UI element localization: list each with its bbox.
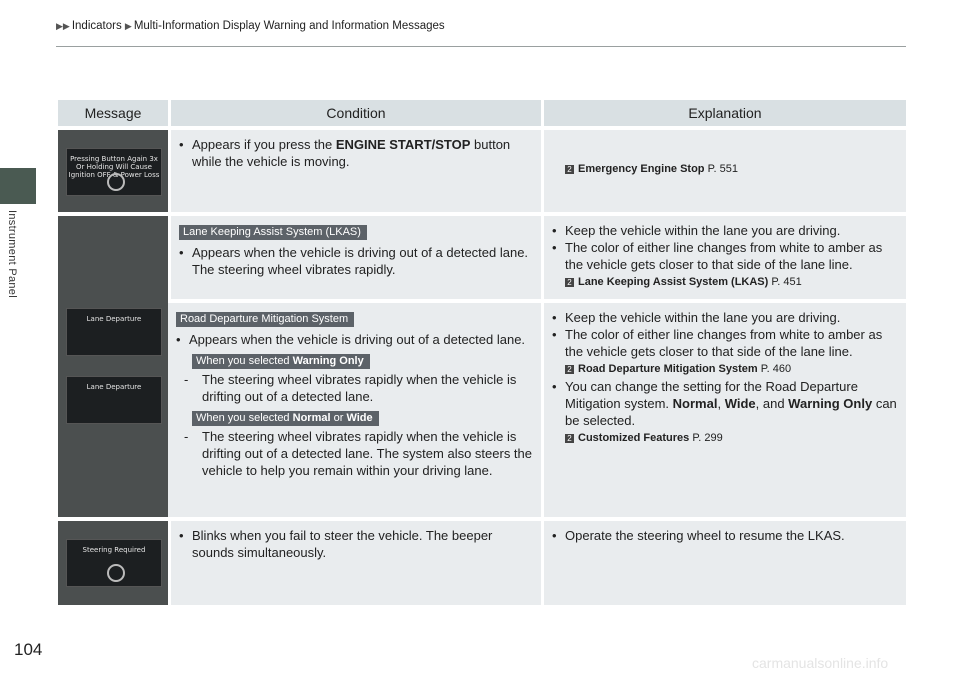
explanation-item: • Keep the vehicle within the lane you are driving. — [552, 222, 898, 239]
normal-wide-description: - The steering wheel vibrates rapidly when the vehicle is drifting out of a detected lane. The system also steers the vehicle to help you remain within your driving lane. — [184, 428, 535, 479]
page-reference[interactable]: 2 Emergency Engine Stop P. 551 — [552, 161, 898, 178]
page-number: 104 — [14, 640, 43, 659]
table-row — [58, 216, 906, 299]
table-row — [58, 521, 906, 605]
page-reference[interactable]: 2 Lane Keeping Assist System (LKAS) P. 451 — [552, 274, 898, 291]
warning-only-tag: When you selected Warning Only — [192, 354, 370, 369]
explanation-cell — [541, 130, 906, 212]
explanation-item: • You can change the setting for the Road Departure Mitigation system. Normal, Wide, and Warning Only can be selected. — [552, 378, 898, 429]
steering-wheel-icon — [107, 564, 125, 582]
lkas-tag: Lane Keeping Assist System (LKAS) — [179, 225, 367, 240]
breadcrumb-arrow-icon: ▶ — [124, 21, 132, 31]
message-image-cell — [58, 216, 168, 517]
table-row — [58, 130, 906, 212]
condition-cell — [168, 521, 541, 605]
header-message: Message — [58, 100, 168, 126]
engine-stop-screen — [66, 148, 162, 196]
breadcrumb-warning-messages[interactable]: Multi-Information Display Warning and Information Messages — [133, 20, 445, 32]
header-divider — [56, 46, 906, 47]
condition-item: • Blinks when you fail to steer the vehicle. The beeper sounds simultaneously. — [179, 527, 535, 561]
condition-cell — [168, 303, 541, 517]
condition-cell — [168, 216, 541, 299]
page-reference[interactable]: 2 Customized Features P. 299 — [552, 430, 898, 447]
lane-departure-text: Lane Departure — [86, 315, 142, 323]
explanation-item: • Keep the vehicle within the lane you are driving. — [552, 309, 898, 326]
header-condition: Condition — [168, 100, 541, 126]
normal-wide-tag: When you selected Normal or Wide — [192, 411, 379, 426]
explanation-cell — [541, 216, 906, 299]
rdm-tag: Road Departure Mitigation System — [176, 312, 354, 327]
warning-only-description: - The steering wheel vibrates rapidly when the vehicle is drifting out of a detected lane. — [184, 371, 535, 405]
breadcrumb — [56, 20, 445, 32]
section-tab — [0, 168, 36, 204]
lane-departure-text: Lane Departure — [86, 383, 142, 391]
message-image-cell — [58, 521, 168, 605]
side-label: Instrument Panel — [6, 210, 18, 298]
explanation-item: • Operate the steering wheel to resume the LKAS. — [552, 527, 898, 544]
breadcrumb-arrow-icon: ▶▶ — [56, 21, 70, 31]
reference-icon: 2 — [565, 165, 574, 174]
header-explanation: Explanation — [541, 100, 906, 126]
condition-cell — [168, 130, 541, 212]
page-reference[interactable]: 2 Road Departure Mitigation System P. 460 — [552, 361, 898, 378]
watermark: carmanualsonline.info — [752, 655, 889, 671]
table-header-row — [58, 100, 906, 126]
condition-item: • Appears when the vehicle is driving out of a detected lane. — [176, 331, 535, 348]
explanation-item: • The color of either line changes from white to amber as the vehicle gets closer to that side of the lane line. — [552, 326, 898, 360]
power-button-icon — [107, 173, 125, 191]
reference-icon: 2 — [565, 434, 574, 443]
message-image-cell — [58, 130, 168, 212]
steering-required-text: Steering Required — [82, 546, 146, 554]
condition-item: • Appears when the vehicle is driving out of a detected lane. The steering wheel vibrates rapidly. — [179, 244, 535, 278]
reference-icon: 2 — [565, 365, 574, 374]
explanation-cell — [541, 521, 906, 605]
condition-item: • Appears if you press the ENGINE START/STOP button while the vehicle is moving. — [179, 136, 535, 170]
message-table — [58, 96, 906, 609]
table-row — [58, 303, 906, 517]
engine-stop-screen-text: Pressing Button Again 3x Or Holding Will Cause Ignition OFF & Power Loss — [68, 155, 160, 179]
lane-departure-right-screen — [66, 376, 162, 424]
steering-required-screen — [66, 539, 162, 587]
lane-departure-left-screen — [66, 308, 162, 356]
explanation-cell — [541, 303, 906, 517]
reference-icon: 2 — [565, 278, 574, 287]
explanation-item: • The color of either line changes from white to amber as the vehicle gets closer to that side of the lane line. — [552, 239, 898, 273]
breadcrumb-indicators[interactable]: Indicators — [71, 20, 122, 32]
